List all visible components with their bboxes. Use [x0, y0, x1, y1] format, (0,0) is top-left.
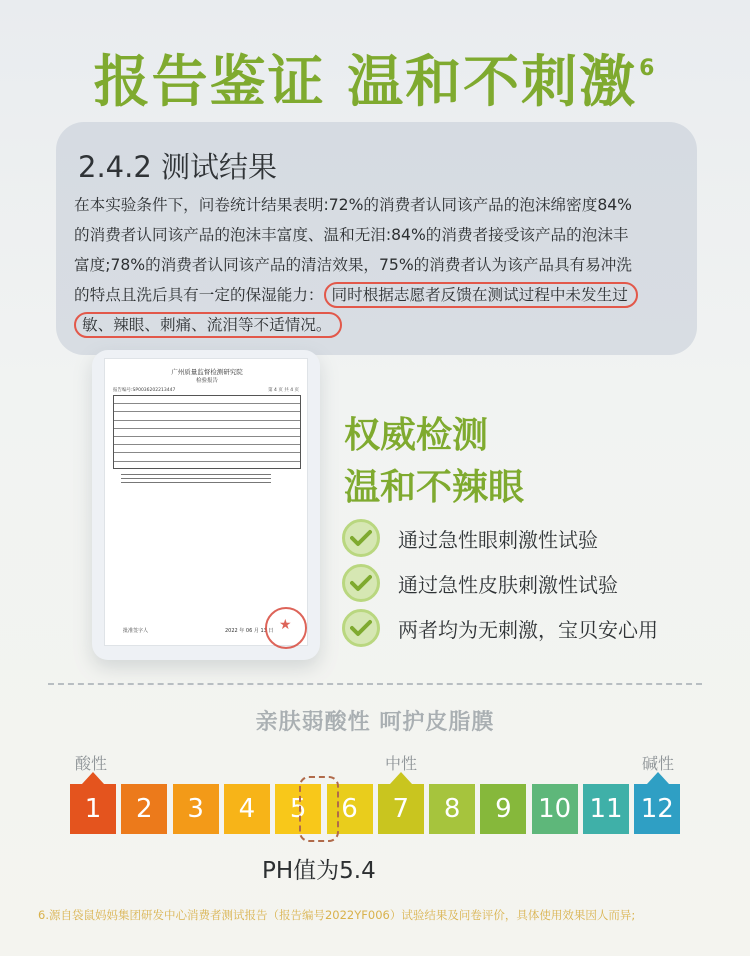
- test-result-heading: 2.4.2 测试结果: [78, 150, 278, 184]
- ph-box-7: 7: [378, 784, 424, 834]
- neutral-marker-icon: [390, 772, 412, 784]
- result-line: 的消费者认同该产品的泡沫丰富度、温和无泪:84%的消费者接受该产品的泡沫丰: [74, 226, 629, 244]
- ph-box-10: 10: [532, 784, 578, 834]
- ph-box-11: 11: [583, 784, 629, 834]
- result-line: [74, 310, 690, 340]
- ph-box-1: 1: [70, 784, 116, 834]
- report-org: 广州质量监督检测研究院: [171, 368, 243, 376]
- check-item: [342, 516, 598, 560]
- footnote-mark: 6: [639, 56, 657, 81]
- ph-box-12: 12: [634, 784, 680, 834]
- acid-marker-icon: [82, 772, 104, 784]
- check-label: 两者均为无刺激，宝贝安心用: [398, 617, 658, 642]
- check-label: 通过急性皮肤刺激性试验: [398, 572, 618, 597]
- check-label: 通过急性眼刺激性试验: [398, 527, 598, 552]
- ph-box-5: 5: [275, 784, 321, 834]
- alkali-label: 碱性: [642, 754, 675, 773]
- official-seal-icon: [265, 607, 307, 649]
- result-line: 富度;78%的消费者认同该产品的清洁效果，75%的消费者认为该产品具有易冲洗: [74, 256, 632, 274]
- ph-box-2: 2: [121, 784, 167, 834]
- section-divider: [48, 683, 702, 685]
- checkmark-icon: [342, 519, 380, 557]
- highlight-text: 同时根据志愿者反馈在测试过程中未发生过: [324, 282, 638, 308]
- ph-box-9: 9: [480, 784, 526, 834]
- report-notes: [113, 471, 301, 489]
- report-type: 检验报告: [195, 378, 218, 384]
- result-line: 在本实验条件下，问卷统计结果表明:72%的消费者认同该产品的泡沫绵密度84%: [74, 196, 632, 214]
- footnote: 6.源自袋鼠妈妈集团研发中心消费者测试报告（报告编号2022YF006）试验结果及问卷评价，具体使用效果因人而异;: [38, 908, 636, 922]
- report-table: [113, 395, 301, 469]
- ph-box-4: 4: [224, 784, 270, 834]
- ph-box-3: 3: [173, 784, 219, 834]
- authority-title: 权威检测 温和不辣眼: [344, 415, 525, 508]
- neutral-label: 中性: [385, 754, 418, 773]
- acid-label: 酸性: [75, 754, 108, 773]
- page-headline: 报告鉴证 温和不刺激$^6$: [93, 50, 657, 115]
- ph-value-highlight: [299, 776, 339, 842]
- report-date: 2022 年 06 月 13 日: [225, 628, 274, 634]
- report-approver: 批准签字人: [123, 628, 149, 634]
- test-result-text: [74, 190, 690, 340]
- alkali-marker-icon: [647, 772, 669, 784]
- highlight-text: 敏、辣眼、刺痛、流泪等不适情况。: [74, 312, 342, 338]
- check-item: [342, 606, 658, 650]
- ph-section-title: 亲肤弱酸性 呵护皮脂膜: [255, 710, 495, 735]
- ph-box-6: 6: [327, 784, 373, 834]
- ph-box-8: 8: [429, 784, 475, 834]
- check-item: [342, 561, 618, 605]
- result-line: 的特点且洗后具有一定的保湿能力： 同时根据志愿者反馈在测试过程中未发生过: [74, 280, 690, 310]
- report-page: 第 4 页 共 4 页: [268, 388, 299, 393]
- checkmark-icon: [342, 564, 380, 602]
- checkmark-icon: [342, 609, 380, 647]
- report-number: 报告编号:SP0036202213447: [113, 388, 176, 393]
- ph-value: PH值为5.4: [262, 858, 376, 884]
- inspection-report-image: [104, 358, 308, 646]
